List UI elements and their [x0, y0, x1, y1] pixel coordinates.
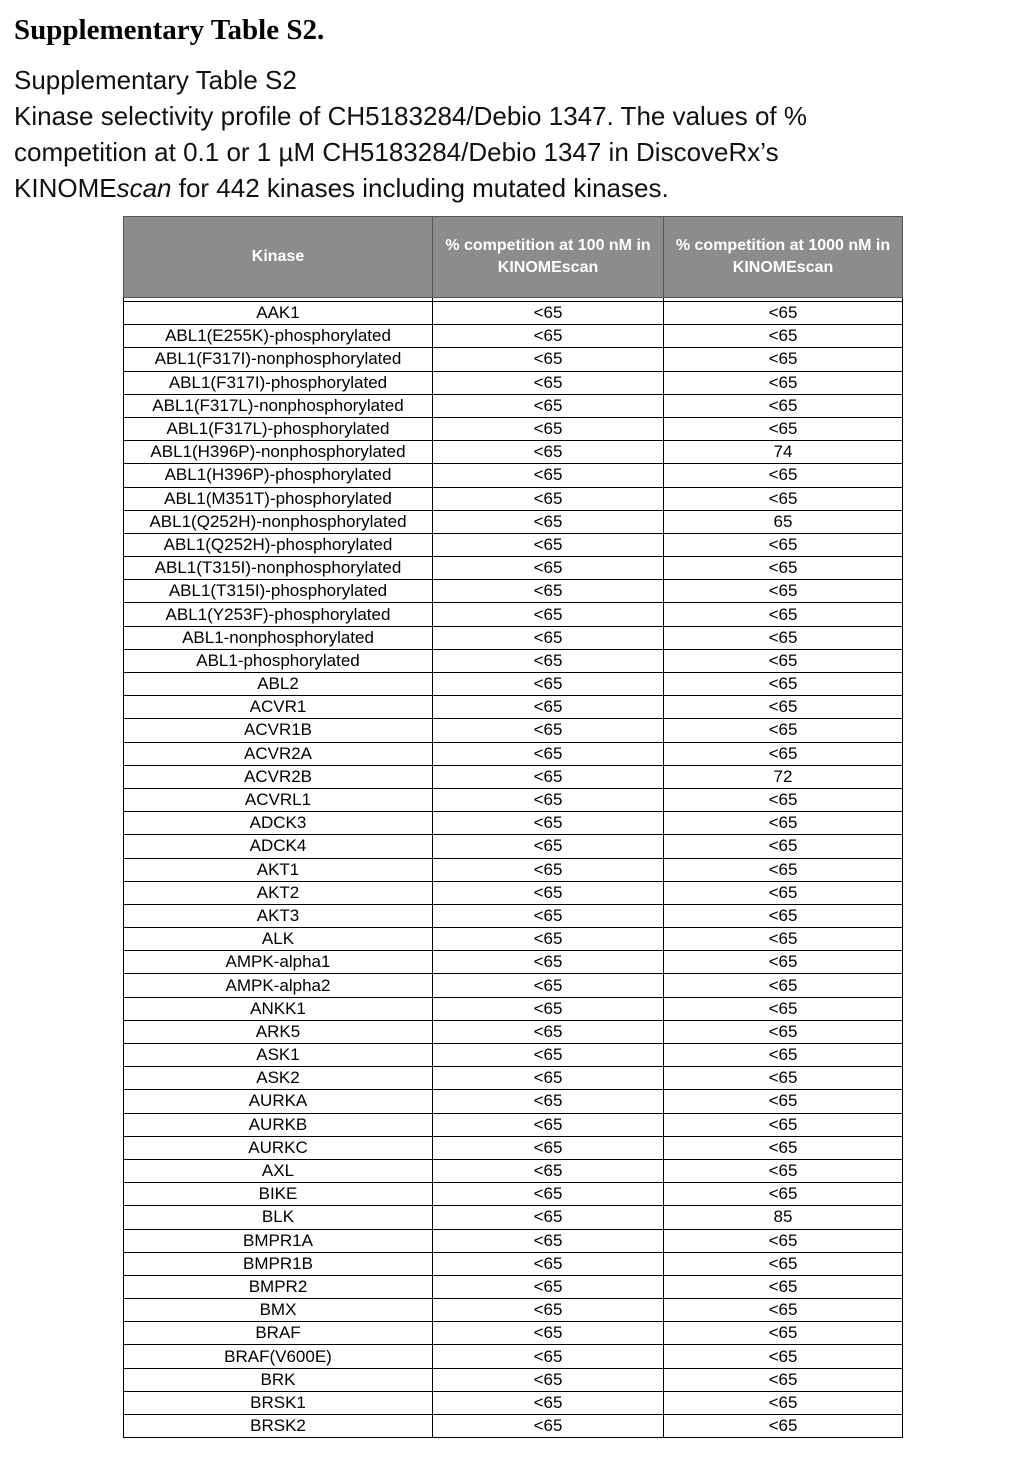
caption-italic-text: scan	[116, 173, 172, 203]
competition-100nm-cell: <65	[433, 928, 664, 951]
kinase-name-cell: AKT2	[124, 881, 433, 904]
table-row	[124, 1299, 903, 1322]
kinase-name-cell: ALK	[124, 928, 433, 951]
kinase-name-cell: ABL1(T315I)-nonphosphorylated	[124, 557, 433, 580]
table-header-row	[124, 217, 903, 298]
competition-1000nm-cell: <65	[664, 812, 903, 835]
table-row	[124, 1252, 903, 1275]
kinase-name-cell: ACVR2B	[124, 765, 433, 788]
table-row	[124, 510, 903, 533]
competition-100nm-cell: <65	[433, 1183, 664, 1206]
competition-1000nm-cell: <65	[664, 1368, 903, 1391]
kinase-name-cell: AKT3	[124, 904, 433, 927]
competition-100nm-cell: <65	[433, 1368, 664, 1391]
table-row	[124, 626, 903, 649]
header-competition-1000nm: % competition at 1000 nM in KINOMEscan	[664, 217, 903, 298]
kinase-name-cell: ABL1(H396P)-phosphorylated	[124, 464, 433, 487]
table-row	[124, 325, 903, 348]
table-row	[124, 765, 903, 788]
competition-100nm-cell: <65	[433, 673, 664, 696]
competition-100nm-cell: <65	[433, 302, 664, 325]
kinase-name-cell: ADCK4	[124, 835, 433, 858]
competition-1000nm-cell: <65	[664, 1299, 903, 1322]
table-row	[124, 1067, 903, 1090]
competition-1000nm-cell: <65	[664, 417, 903, 440]
table-row	[124, 812, 903, 835]
kinase-name-cell: ABL1(Q252H)-phosphorylated	[124, 533, 433, 556]
competition-100nm-cell: <65	[433, 348, 664, 371]
competition-100nm-cell: <65	[433, 580, 664, 603]
competition-1000nm-cell: <65	[664, 1136, 903, 1159]
competition-1000nm-cell: <65	[664, 835, 903, 858]
table-row	[124, 348, 903, 371]
competition-100nm-cell: <65	[433, 1322, 664, 1345]
competition-100nm-cell: <65	[433, 1090, 664, 1113]
competition-100nm-cell: <65	[433, 881, 664, 904]
competition-1000nm-cell: <65	[664, 951, 903, 974]
table-row	[124, 951, 903, 974]
competition-100nm-cell: <65	[433, 1345, 664, 1368]
table-row	[124, 742, 903, 765]
competition-1000nm-cell: 65	[664, 510, 903, 533]
table-row	[124, 649, 903, 672]
table-row	[124, 696, 903, 719]
competition-1000nm-cell: <65	[664, 858, 903, 881]
kinase-name-cell: ASK2	[124, 1067, 433, 1090]
kinase-name-cell: BRSK1	[124, 1391, 433, 1414]
table-row	[124, 719, 903, 742]
caption-text: for 442 kinases including mutated kinases.	[171, 173, 669, 203]
competition-1000nm-cell: <65	[664, 603, 903, 626]
kinase-name-cell: ABL1-phosphorylated	[124, 649, 433, 672]
table-row	[124, 858, 903, 881]
kinase-name-cell: BIKE	[124, 1183, 433, 1206]
caption-line: competition at 0.1 or 1 µM CH5183284/Debio 1347 in DiscoveRx’s	[14, 137, 779, 167]
competition-1000nm-cell: <65	[664, 1391, 903, 1414]
competition-100nm-cell: <65	[433, 1159, 664, 1182]
competition-1000nm-cell: <65	[664, 1113, 903, 1136]
kinase-name-cell: ARK5	[124, 1020, 433, 1043]
table-row	[124, 464, 903, 487]
competition-100nm-cell: <65	[433, 1229, 664, 1252]
competition-1000nm-cell: <65	[664, 1322, 903, 1345]
table-row	[124, 533, 903, 556]
table-row	[124, 580, 903, 603]
kinase-name-cell: BRSK2	[124, 1415, 433, 1438]
table-row	[124, 557, 903, 580]
table-row	[124, 1391, 903, 1414]
kinase-name-cell: ABL2	[124, 673, 433, 696]
kinase-name-cell: BMPR2	[124, 1275, 433, 1298]
competition-100nm-cell: <65	[433, 394, 664, 417]
competition-100nm-cell: <65	[433, 1299, 664, 1322]
competition-1000nm-cell: <65	[664, 1183, 903, 1206]
competition-100nm-cell: <65	[433, 765, 664, 788]
competition-100nm-cell: <65	[433, 626, 664, 649]
competition-1000nm-cell: <65	[664, 626, 903, 649]
competition-100nm-cell: <65	[433, 464, 664, 487]
kinase-name-cell: ABL1(H396P)-nonphosphorylated	[124, 441, 433, 464]
kinase-name-cell: ACVRL1	[124, 788, 433, 811]
kinase-name-cell: AAK1	[124, 302, 433, 325]
competition-1000nm-cell: <65	[664, 1067, 903, 1090]
page-heading: Supplementary Table S2.	[14, 14, 325, 46]
table-row	[124, 302, 903, 325]
competition-100nm-cell: <65	[433, 1415, 664, 1438]
competition-1000nm-cell: 72	[664, 765, 903, 788]
competition-1000nm-cell: <65	[664, 487, 903, 510]
kinase-selectivity-table	[123, 216, 903, 1438]
kinase-name-cell: ABL1(M351T)-phosphorylated	[124, 487, 433, 510]
competition-1000nm-cell: <65	[664, 1345, 903, 1368]
competition-1000nm-cell: <65	[664, 1044, 903, 1067]
table-row	[124, 673, 903, 696]
table-row	[124, 1368, 903, 1391]
caption-line	[14, 170, 1009, 206]
competition-1000nm-cell: <65	[664, 1252, 903, 1275]
table-row	[124, 371, 903, 394]
table-row	[124, 394, 903, 417]
competition-1000nm-cell: <65	[664, 1415, 903, 1438]
competition-1000nm-cell: <65	[664, 533, 903, 556]
competition-100nm-cell: <65	[433, 1067, 664, 1090]
table-row	[124, 1183, 903, 1206]
table-row	[124, 487, 903, 510]
table-row	[124, 1090, 903, 1113]
caption-line: Kinase selectivity profile of CH5183284/Debio 1347. The values of %	[14, 101, 807, 131]
competition-1000nm-cell: 74	[664, 441, 903, 464]
competition-1000nm-cell: <65	[664, 580, 903, 603]
competition-1000nm-cell: <65	[664, 348, 903, 371]
competition-1000nm-cell: <65	[664, 649, 903, 672]
competition-100nm-cell: <65	[433, 649, 664, 672]
table-caption	[14, 62, 1009, 206]
competition-1000nm-cell: <65	[664, 1020, 903, 1043]
kinase-name-cell: BMPR1B	[124, 1252, 433, 1275]
competition-100nm-cell: <65	[433, 788, 664, 811]
kinase-name-cell: ACVR2A	[124, 742, 433, 765]
competition-100nm-cell: <65	[433, 557, 664, 580]
competition-100nm-cell: <65	[433, 1044, 664, 1067]
table-row	[124, 603, 903, 626]
table-row	[124, 1322, 903, 1345]
competition-100nm-cell: <65	[433, 997, 664, 1020]
competition-1000nm-cell: <65	[664, 742, 903, 765]
table-row	[124, 928, 903, 951]
competition-1000nm-cell: <65	[664, 302, 903, 325]
competition-1000nm-cell: 85	[664, 1206, 903, 1229]
competition-100nm-cell: <65	[433, 742, 664, 765]
table-row	[124, 997, 903, 1020]
kinase-name-cell: AXL	[124, 1159, 433, 1182]
kinase-name-cell: ABL1(Y253F)-phosphorylated	[124, 603, 433, 626]
kinase-name-cell: ASK1	[124, 1044, 433, 1067]
table-row	[124, 1275, 903, 1298]
competition-100nm-cell: <65	[433, 1391, 664, 1414]
kinase-name-cell: ABL1(T315I)-phosphorylated	[124, 580, 433, 603]
kinase-name-cell: ANKK1	[124, 997, 433, 1020]
kinase-name-cell: BLK	[124, 1206, 433, 1229]
header-kinase: Kinase	[124, 217, 433, 298]
table-row	[124, 1044, 903, 1067]
kinase-name-cell: ADCK3	[124, 812, 433, 835]
competition-1000nm-cell: <65	[664, 719, 903, 742]
competition-100nm-cell: <65	[433, 371, 664, 394]
table-row	[124, 1159, 903, 1182]
kinase-name-cell: ABL1(F317I)-nonphosphorylated	[124, 348, 433, 371]
competition-100nm-cell: <65	[433, 417, 664, 440]
kinase-name-cell: BRK	[124, 1368, 433, 1391]
competition-100nm-cell: <65	[433, 1275, 664, 1298]
caption-title: Supplementary Table S2	[14, 65, 297, 95]
kinase-name-cell: ACVR1	[124, 696, 433, 719]
kinase-name-cell: AURKB	[124, 1113, 433, 1136]
kinase-name-cell: ABL1(Q252H)-nonphosphorylated	[124, 510, 433, 533]
competition-100nm-cell: <65	[433, 904, 664, 927]
table-row	[124, 1020, 903, 1043]
table-body	[124, 298, 903, 1438]
table-row	[124, 835, 903, 858]
competition-100nm-cell: <65	[433, 1020, 664, 1043]
competition-1000nm-cell: <65	[664, 1229, 903, 1252]
kinase-name-cell: ABL1(E255K)-phosphorylated	[124, 325, 433, 348]
kinase-name-cell: BMX	[124, 1299, 433, 1322]
table-row	[124, 441, 903, 464]
table-row	[124, 417, 903, 440]
competition-100nm-cell: <65	[433, 1136, 664, 1159]
competition-1000nm-cell: <65	[664, 881, 903, 904]
table-row	[124, 1229, 903, 1252]
competition-100nm-cell: <65	[433, 951, 664, 974]
table-row	[124, 904, 903, 927]
competition-100nm-cell: <65	[433, 487, 664, 510]
kinase-name-cell: ACVR1B	[124, 719, 433, 742]
competition-100nm-cell: <65	[433, 1252, 664, 1275]
table-row	[124, 1136, 903, 1159]
competition-100nm-cell: <65	[433, 1206, 664, 1229]
kinase-name-cell: AURKC	[124, 1136, 433, 1159]
competition-1000nm-cell: <65	[664, 1159, 903, 1182]
competition-100nm-cell: <65	[433, 974, 664, 997]
kinase-name-cell: BRAF	[124, 1322, 433, 1345]
kinase-name-cell: BMPR1A	[124, 1229, 433, 1252]
competition-100nm-cell: <65	[433, 533, 664, 556]
competition-1000nm-cell: <65	[664, 904, 903, 927]
competition-100nm-cell: <65	[433, 510, 664, 533]
competition-100nm-cell: <65	[433, 858, 664, 881]
competition-100nm-cell: <65	[433, 719, 664, 742]
table-row	[124, 974, 903, 997]
competition-1000nm-cell: <65	[664, 394, 903, 417]
competition-1000nm-cell: <65	[664, 1275, 903, 1298]
kinase-name-cell: ABL1(F317L)-phosphorylated	[124, 417, 433, 440]
competition-100nm-cell: <65	[433, 441, 664, 464]
header-competition-100nm: % competition at 100 nM in KINOMEscan	[433, 217, 664, 298]
kinase-name-cell: AURKA	[124, 1090, 433, 1113]
competition-1000nm-cell: <65	[664, 557, 903, 580]
table-row	[124, 1113, 903, 1136]
competition-100nm-cell: <65	[433, 835, 664, 858]
kinase-name-cell: ABL1(F317L)-nonphosphorylated	[124, 394, 433, 417]
competition-100nm-cell: <65	[433, 812, 664, 835]
competition-1000nm-cell: <65	[664, 974, 903, 997]
competition-100nm-cell: <65	[433, 696, 664, 719]
competition-1000nm-cell: <65	[664, 928, 903, 951]
competition-1000nm-cell: <65	[664, 325, 903, 348]
kinase-name-cell: BRAF(V600E)	[124, 1345, 433, 1368]
kinase-name-cell: AKT1	[124, 858, 433, 881]
kinase-name-cell: ABL1(F317I)-phosphorylated	[124, 371, 433, 394]
competition-1000nm-cell: <65	[664, 696, 903, 719]
competition-100nm-cell: <65	[433, 603, 664, 626]
kinase-name-cell: AMPK-alpha1	[124, 951, 433, 974]
competition-1000nm-cell: <65	[664, 371, 903, 394]
competition-1000nm-cell: <65	[664, 673, 903, 696]
table-row	[124, 788, 903, 811]
competition-100nm-cell: <65	[433, 325, 664, 348]
table-row	[124, 1345, 903, 1368]
table-row	[124, 881, 903, 904]
kinase-name-cell: AMPK-alpha2	[124, 974, 433, 997]
table-row	[124, 1415, 903, 1438]
competition-1000nm-cell: <65	[664, 997, 903, 1020]
competition-1000nm-cell: <65	[664, 1090, 903, 1113]
competition-1000nm-cell: <65	[664, 788, 903, 811]
caption-text: KINOME	[14, 173, 117, 203]
kinase-name-cell: ABL1-nonphosphorylated	[124, 626, 433, 649]
competition-1000nm-cell: <65	[664, 464, 903, 487]
competition-100nm-cell: <65	[433, 1113, 664, 1136]
table-row	[124, 1206, 903, 1229]
